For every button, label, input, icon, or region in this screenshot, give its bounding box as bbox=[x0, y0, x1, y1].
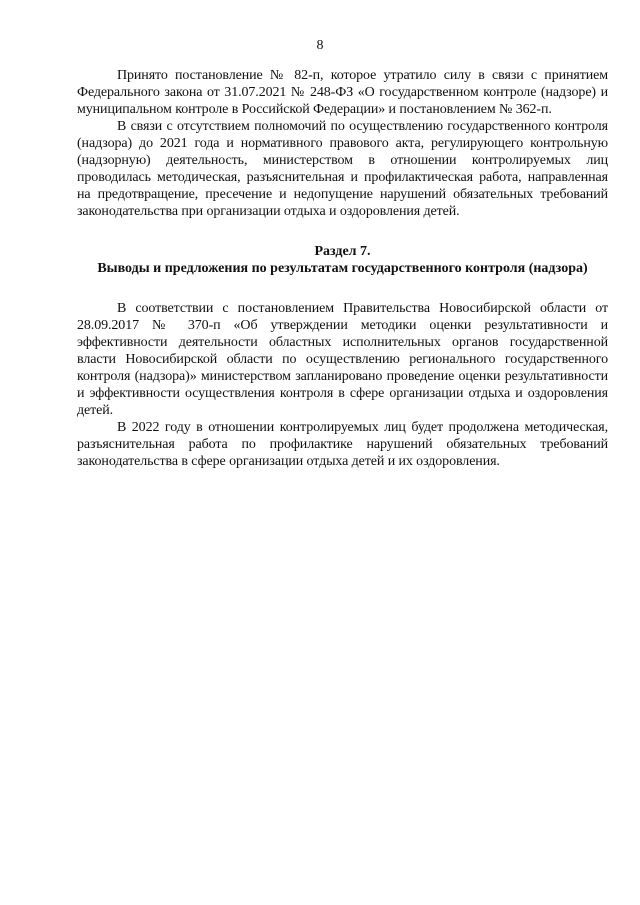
page-number: 8 bbox=[316, 38, 324, 53]
paragraph-evaluation-method: В соответствии с постановлением Правительства Новосибирской области от 28.09.2017 № 370-п «Об утверждении методики оценки результативности и эффективности деятельности областных исполнительных органов государственной власти Новосибирской области по осуществлению регионального государственного контроля (надзора)» министерством запланировано проведение оценки результативности и эффективности осуществления контроля в сфере организации отдыха и оздоровления детей. bbox=[77, 301, 608, 418]
paragraph-preventive-work: В связи с отсутствием полномочий по осуществлению государственного контроля (надзора) до 2021 года и нормативного правового акта, регулирующего контрольную (надзорную) деятельность, министерством в отношении контролируемых лиц проводилась методическая, разъяснительная и профилактическая работа, направленная на предотвращение, пресечение и недопущение нарушений обязательных требований законодательства при организации отдыха и оздоровления детей. bbox=[77, 119, 608, 219]
section-title: Выводы и предложения по результатам государственного контроля (надзора) bbox=[97, 261, 588, 276]
section-number: Раздел 7. bbox=[314, 244, 371, 259]
paragraph-plans-2022: В 2022 году в отношении контролируемых лиц будет продолжена методическая, разъяснительная работа по профилактике нарушений обязательных требований законодательства в сфере организации отдыха детей и их оздоровления. bbox=[77, 420, 608, 469]
document-body bbox=[77, 67, 608, 470]
paragraph-resolution-repeal: Принято постановление № 82-п, которое утратило силу в связи с принятием Федерального закона от 31.07.2021 № 248-ФЗ «О государственном контроле (надзоре) и муниципальном контроле в Российской Федерации» и постановлением № 362-п. bbox=[77, 68, 608, 117]
section-heading bbox=[77, 243, 608, 277]
